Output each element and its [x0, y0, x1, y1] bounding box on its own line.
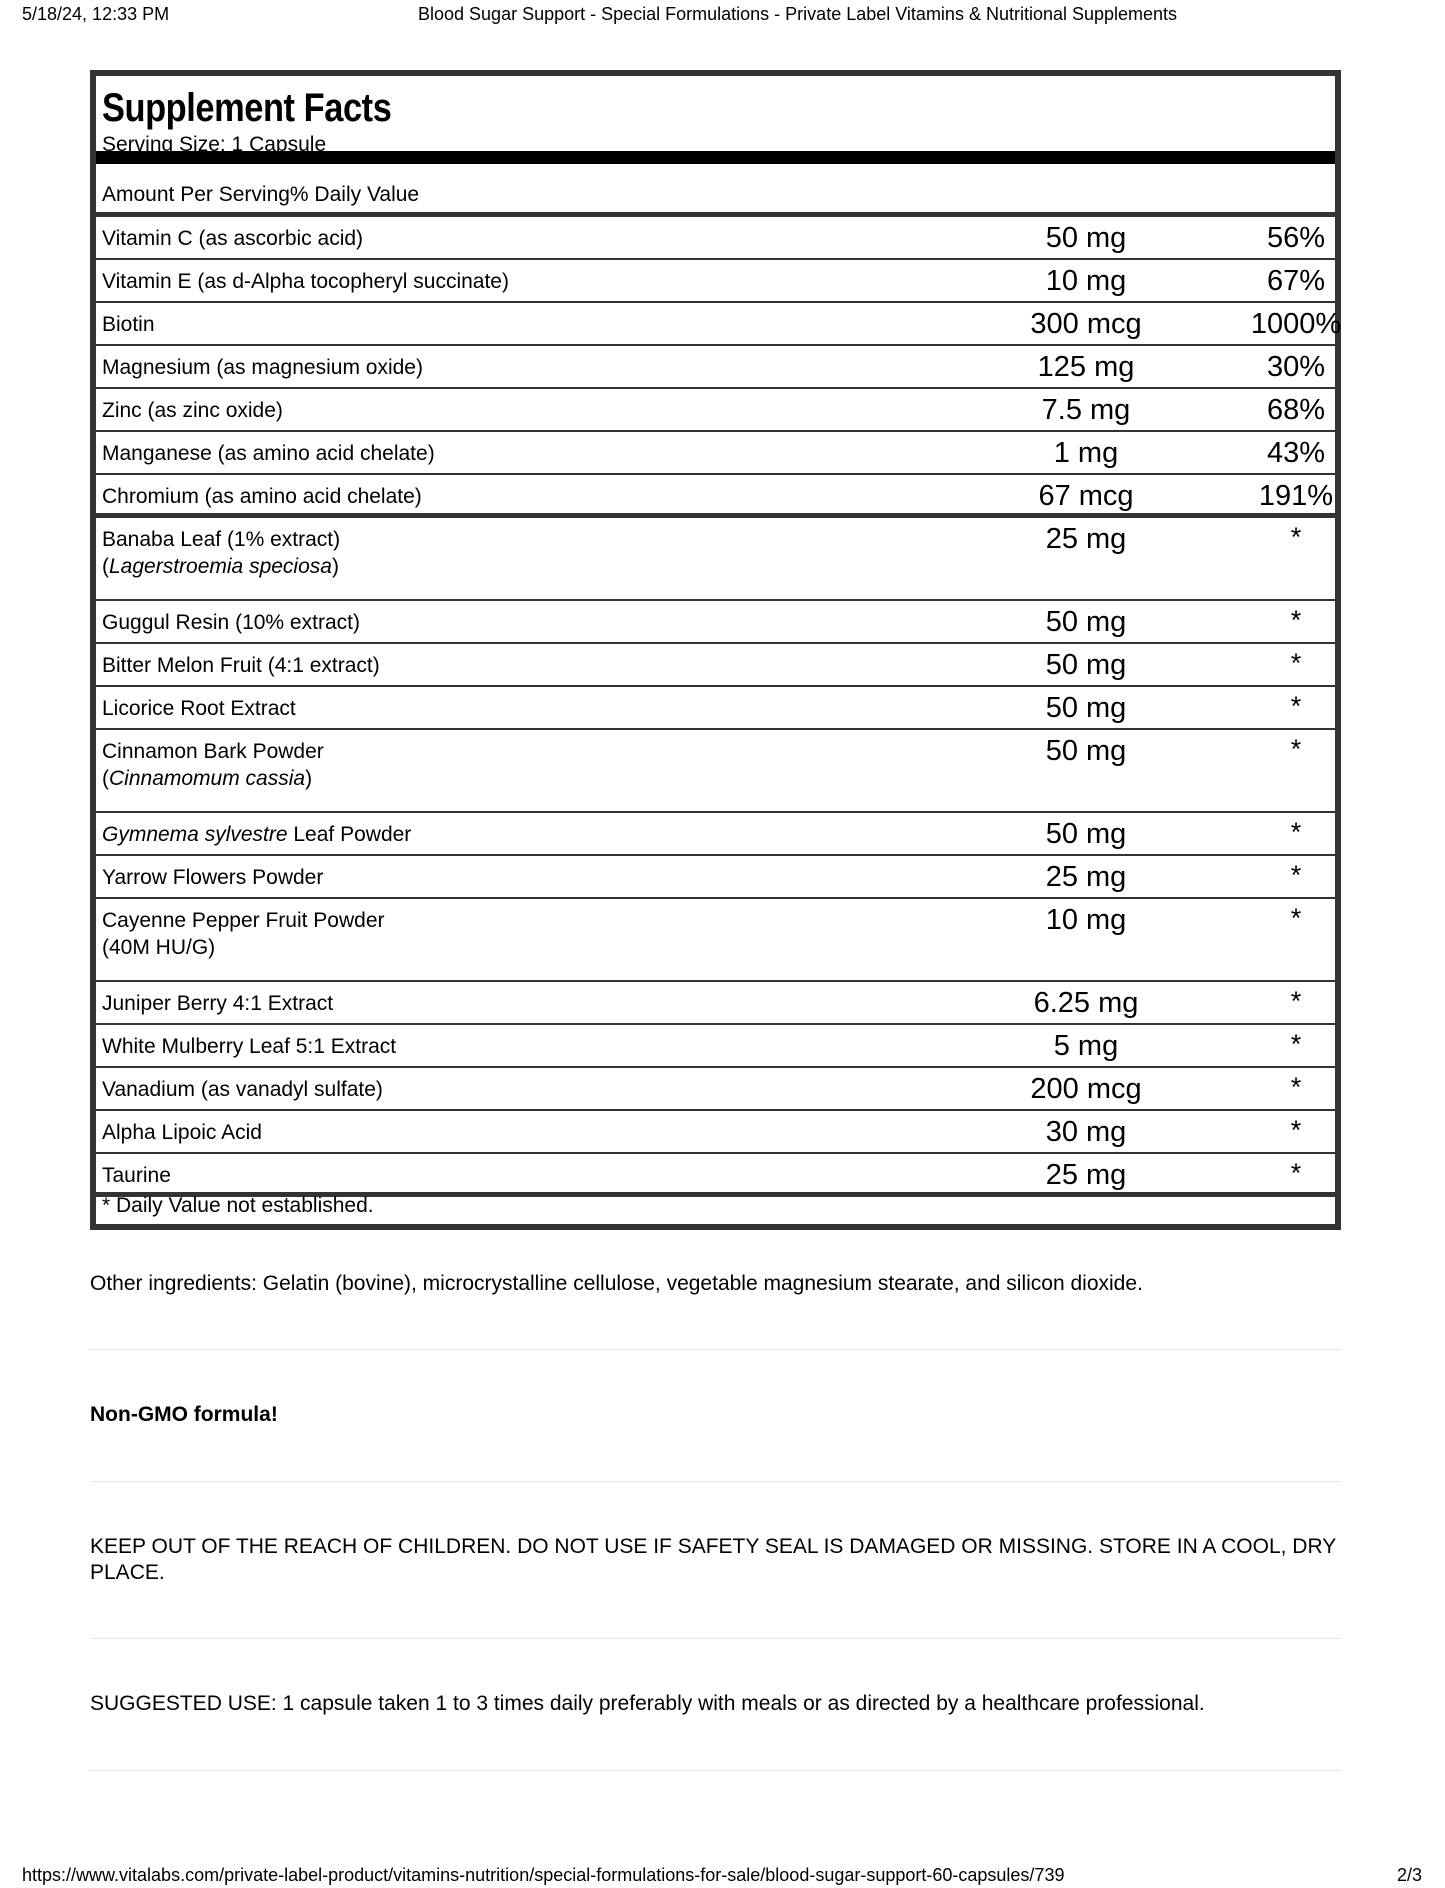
ingredient-daily-value: * — [1290, 817, 1302, 847]
ingredient-amount: 25 mg — [1045, 861, 1127, 893]
ingredient-daily-value: * — [1290, 648, 1302, 678]
ingredient-name: Bitter Melon Fruit (4:1 extract) — [102, 654, 380, 677]
nutrient-row — [96, 303, 1342, 346]
non-gmo-note: Non-GMO formula! — [90, 1403, 278, 1426]
nutrient-amount: 10 mg — [1045, 265, 1127, 297]
ingredient-row — [96, 813, 1335, 856]
nutrient-name: Chromium (as amino acid chelate) — [102, 485, 422, 508]
print-header — [0, 0, 1445, 28]
print-footer — [0, 1862, 1445, 1888]
ingredient-name: Guggul Resin (10% extract) — [102, 611, 360, 634]
nutrient-row — [96, 389, 1335, 432]
ingredient-name — [102, 821, 922, 848]
ingredient-amount: 50 mg — [1045, 606, 1127, 638]
nutrient-row — [96, 475, 1335, 518]
nutrient-name: Vitamin E (as d-Alpha tocopheryl succinate) — [102, 270, 509, 293]
ingredient-daily-value: * — [1290, 734, 1302, 764]
ingredient-name: Alpha Lipoic Acid — [102, 1121, 262, 1144]
nutrient-daily-value: 30% — [1266, 351, 1326, 383]
ingredient-name-line2: (Lagerstroemia speciosa) — [102, 555, 339, 578]
ingredient-row — [96, 644, 1335, 687]
nutrient-amount: 1 mg — [1053, 437, 1119, 469]
ingredient-amount: 200 mcg — [1030, 1073, 1142, 1105]
ingredient-name-line2: (40M HU/G) — [102, 936, 216, 959]
ingredient-row — [96, 899, 1335, 982]
facts-title: Supplement Facts — [102, 86, 392, 130]
suggested-use: SUGGESTED USE: 1 capsule taken 1 to 3 times daily preferably with meals or as directed by a healthcare professional. — [90, 1692, 1205, 1715]
ingredient-amount: 50 mg — [1045, 692, 1127, 724]
section-divider — [90, 1349, 1341, 1350]
nutrient-daily-value: 43% — [1266, 437, 1326, 469]
ingredient-daily-value: * — [1290, 1072, 1302, 1102]
facts-rows — [96, 217, 1342, 1197]
safety-warning: KEEP OUT OF THE REACH OF CHILDREN. DO NOT USE IF SAFETY SEAL IS DAMAGED OR MISSING. STORE IN A COOL, DRY PLACE. — [90, 1535, 1336, 1584]
ingredient-name: Juniper Berry 4:1 Extract — [102, 992, 334, 1015]
ingredient-amount: 5 mg — [1053, 1030, 1119, 1062]
ingredient-daily-value: * — [1290, 522, 1302, 552]
ingredient-scientific-name: Cinnamomum cassia — [109, 767, 306, 790]
ingredient-name-rest: Leaf Powder — [287, 823, 412, 846]
nutrient-row — [96, 432, 1335, 475]
ingredient-daily-value: * — [1290, 903, 1302, 933]
nutrient-daily-value: 56% — [1266, 222, 1326, 254]
ingredient-row — [96, 1111, 1335, 1154]
ingredient-amount: 25 mg — [1045, 523, 1127, 555]
ingredient-amount: 50 mg — [1045, 818, 1127, 850]
ingredient-amount: 30 mg — [1045, 1116, 1127, 1148]
ingredient-name — [102, 738, 922, 792]
nutrient-row — [96, 217, 1335, 260]
nutrient-name: Vitamin C (as ascorbic acid) — [102, 227, 364, 250]
nutrient-amount: 300 mcg — [1030, 308, 1142, 340]
nutrient-amount: 67 mcg — [1038, 480, 1134, 512]
ingredient-daily-value: * — [1290, 986, 1302, 1016]
ingredient-name-line2: (Cinnamomum cassia) — [102, 767, 313, 790]
ingredient-daily-value: * — [1290, 860, 1302, 890]
ingredient-row — [96, 856, 1335, 899]
ingredient-name: Licorice Root Extract — [102, 697, 296, 720]
ingredient-row — [96, 601, 1335, 644]
ingredient-name: Yarrow Flowers Powder — [102, 866, 324, 889]
ingredient-name-line1: Cayenne Pepper Fruit Powder — [102, 909, 385, 932]
nutrient-name: Magnesium (as magnesium oxide) — [102, 356, 423, 379]
facts-subheader: Amount Per Serving% Daily Value — [96, 177, 1335, 217]
ingredient-daily-value: * — [1290, 605, 1302, 635]
nutrient-name: Manganese (as amino acid chelate) — [102, 442, 435, 465]
ingredient-daily-value: * — [1290, 1115, 1302, 1145]
supplement-facts-panel — [90, 70, 1341, 1230]
nutrient-amount: 7.5 mg — [1041, 394, 1131, 426]
facts-header — [96, 76, 1335, 164]
ingredient-amount: 50 mg — [1045, 735, 1127, 767]
ingredient-scientific-name: Lagerstroemia speciosa — [109, 555, 332, 578]
page-number: 2/3 — [1396, 1865, 1422, 1885]
facts-footnote: * Daily Value not established. — [102, 1194, 374, 1217]
serving-size: Serving Size: 1 Capsule — [102, 133, 327, 156]
ingredient-row — [96, 1025, 1335, 1068]
ingredient-name-line1: Banaba Leaf (1% extract) — [102, 528, 341, 551]
nutrient-row — [96, 346, 1335, 389]
ingredient-name — [102, 907, 922, 961]
nutrient-amount: 50 mg — [1045, 222, 1127, 254]
print-url: https://www.vitalabs.com/private-label-product/vitamins-nutrition/special-formulations-for-sale/blood-sugar-support-60-capsules/739 — [22, 1865, 1065, 1885]
ingredient-daily-value: * — [1290, 1158, 1302, 1188]
nutrient-daily-value: 1000% — [1250, 308, 1342, 340]
nutrient-row — [96, 260, 1335, 303]
print-page-title: Blood Sugar Support - Special Formulations - Private Label Vitamins & Nutritional Supplements — [418, 4, 1178, 24]
ingredient-amount: 25 mg — [1045, 1159, 1127, 1191]
print-datetime: 5/18/24, 12:33 PM — [22, 4, 170, 24]
section-divider — [90, 1481, 1341, 1482]
ingredient-name: Vanadium (as vanadyl sulfate) — [102, 1078, 383, 1101]
ingredient-name: White Mulberry Leaf 5:1 Extract — [102, 1035, 397, 1058]
ingredient-amount: 6.25 mg — [1033, 987, 1139, 1019]
nutrient-name: Zinc (as zinc oxide) — [102, 399, 283, 422]
ingredient-amount: 50 mg — [1045, 649, 1127, 681]
ingredient-name-line1: Cinnamon Bark Powder — [102, 740, 324, 763]
section-divider — [90, 1770, 1341, 1771]
other-ingredients: Other ingredients: Gelatin (bovine), microcrystalline cellulose, vegetable magnesium stearate, and silicon dioxide. — [90, 1272, 1143, 1295]
section-divider — [90, 1638, 1341, 1639]
nutrient-daily-value: 67% — [1266, 265, 1326, 297]
ingredient-row — [96, 982, 1335, 1025]
nutrient-name: Biotin — [102, 313, 155, 336]
ingredient-scientific-name: Gymnema sylvestre — [102, 823, 288, 846]
ingredient-amount: 10 mg — [1045, 904, 1127, 936]
ingredient-row — [96, 730, 1335, 813]
ingredient-daily-value: * — [1290, 691, 1302, 721]
ingredient-row — [96, 687, 1335, 730]
ingredient-name — [102, 526, 922, 580]
nutrient-amount: 125 mg — [1037, 351, 1135, 383]
ingredient-row — [96, 1068, 1335, 1111]
ingredient-daily-value: * — [1290, 1029, 1302, 1059]
nutrient-daily-value: 191% — [1258, 480, 1334, 512]
nutrient-daily-value: 68% — [1266, 394, 1326, 426]
ingredient-name: Taurine — [102, 1164, 171, 1187]
ingredient-row — [96, 518, 1335, 601]
